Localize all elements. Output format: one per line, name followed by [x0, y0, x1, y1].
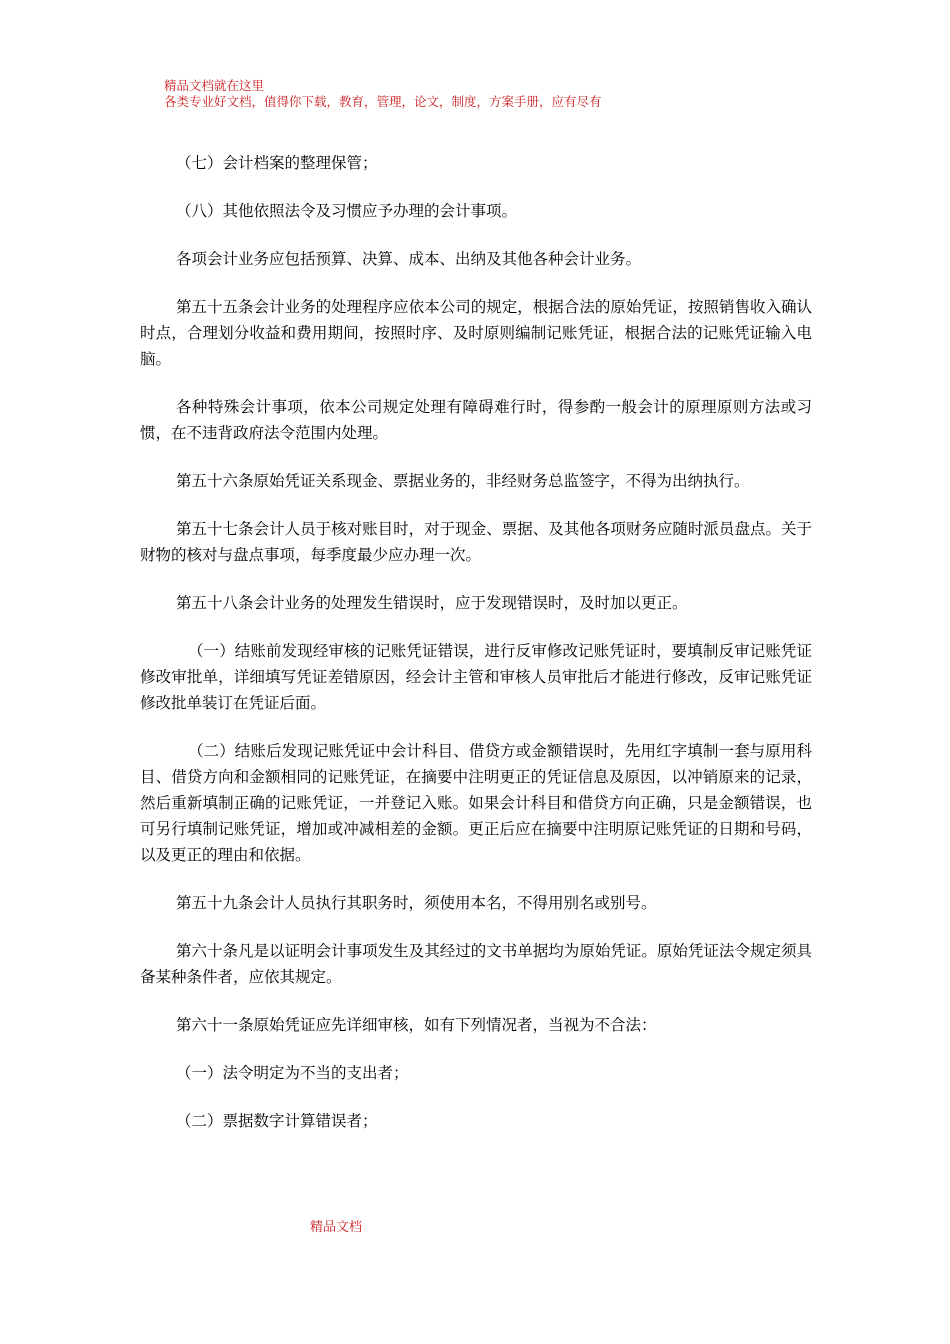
paragraph: 第五十五条会计业务的处理程序应依本公司的规定，根据合法的原始凭证，按照销售收入确认时点，合理划分收益和费用期间，按照时序、及时原则编制记账凭证，根据合法的记账凭证输入电脑。 — [140, 298, 812, 368]
paragraph: （八）其他依照法令及习惯应予办理的会计事项。 — [176, 202, 518, 220]
page-footer: 精品文档 — [310, 1220, 363, 1235]
document-body — [140, 150, 812, 1156]
paragraph: 第五十九条会计人员执行其职务时，须使用本名，不得用别名或别号。 — [176, 894, 657, 912]
paragraph: （一）结账前发现经审核的记账凭证错误，进行反审修改记账凭证时，要填制反审记账凭证修改审批单，详细填写凭证差错原因，经会计主管和审核人员审批后才能进行修改，反审记账凭证修改批单装订在凭证后面。 — [140, 642, 812, 712]
paragraph: 第五十八条会计业务的处理发生错误时，应于发现错误时，及时加以更正。 — [176, 594, 688, 612]
header-subtitle: 各类专业好文档，值得你下载，教育，管理，论文，制度，方案手册，应有尽有 — [164, 94, 602, 109]
paragraph: （二）票据数字计算错误者； — [176, 1112, 378, 1130]
paragraph: 第五十七条会计人员于核对账目时，对于现金、票据、及其他各项财务应随时派员盘点。关于财物的核对与盘点事项，每季度最少应办理一次。 — [140, 520, 812, 564]
paragraph: （七）会计档案的整理保管； — [176, 154, 378, 172]
paragraph: 各种特殊会计事项，依本公司规定处理有障碍难行时，得参酌一般会计的原理原则方法或习惯，在不违背政府法令范围内处理。 — [140, 398, 812, 442]
paragraph: 第五十六条原始凭证关系现金、票据业务的，非经财务总监签字，不得为出纳执行。 — [176, 472, 750, 490]
paragraph: 第六十条凡是以证明会计事项发生及其经过的文书单据均为原始凭证。原始凭证法令规定须具备某种条件者，应依其规定。 — [140, 942, 812, 986]
page-header — [164, 78, 602, 110]
header-title: 精品文档就在这里 — [164, 78, 265, 93]
paragraph: 各项会计业务应包括预算、决算、成本、出纳及其他各种会计业务。 — [176, 250, 642, 268]
paragraph: （二）结账后发现记账凭证中会计科目、借贷方或金额错误时，先用红字填制一套与原用科目、借贷方向和金额相同的记账凭证，在摘要中注明更正的凭证信息及原因，以冲销原来的记录，然后重新填制正确的记账凭证，一并登记入账。如果会计科目和借贷方向正确，只是金额错误，也可另行填制记账凭证，增加或冲减相差的金额。更正后应在摘要中注明原记账凭证的日期和号码，以及更正的理由和依据。 — [140, 742, 812, 864]
paragraph: 第六十一条原始凭证应先详细审核，如有下列情况者，当视为不合法： — [176, 1016, 657, 1034]
paragraph: （一）法令明定为不当的支出者； — [176, 1064, 409, 1082]
